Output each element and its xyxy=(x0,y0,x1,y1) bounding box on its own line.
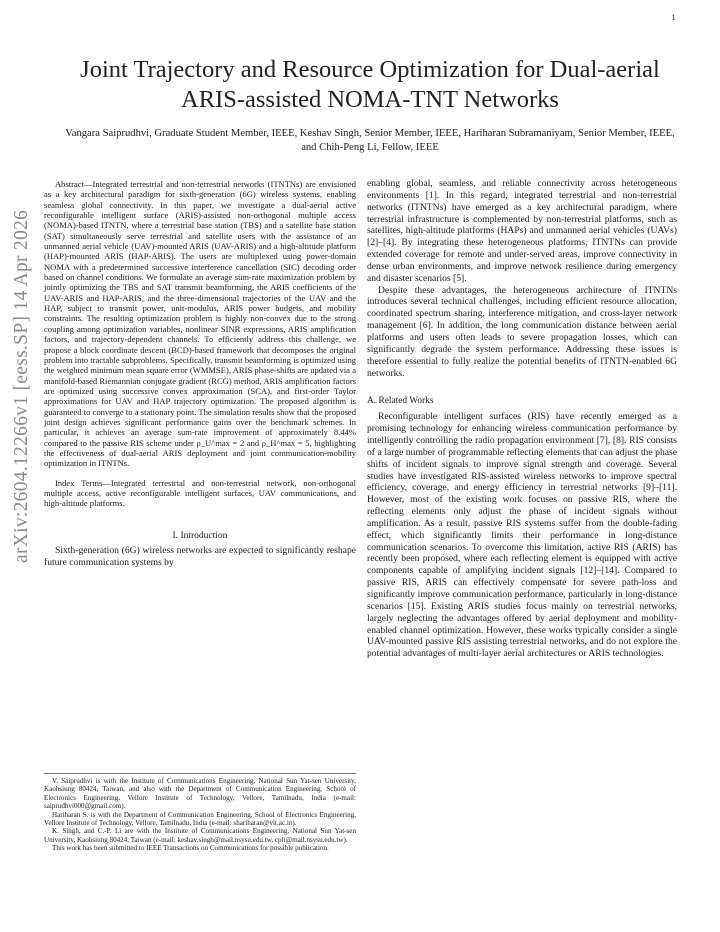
page-number: 1 xyxy=(671,14,676,22)
footnote-4: This work has been submitted to IEEE Transactions on Communications for possible publication. xyxy=(52,844,329,853)
related-works-paragraph: Reconfigurable intelligent surfaces (RIS) have recently emerged as a promising technology for enhancing wireless communication performance by intelligently controlling the radio propagation environment [7], [8]. RIS consists of a large number of programmable reflecting elements that can adjust the phase shifts of incident signals to improve signal strength and coverage. Several studies have investigated RIS-assisted wireless networks to improve spectral efficiency, coverage, and energy efficiency in terrestrial networks [9]–[11]. However, most of the existing work focuses on passive RIS, where the reflecting elements only adjust the phase of incident signals without amplification. As a result, passive RIS systems suffer from the double-fading effect, which significantly limits their performance in long-distance communication scenarios. To overcome this limitation, active RIS (ARIS) has recently been proposed, where each reflecting element is equipped with active components capable of amplifying incident signals [12]–[14]. Compared to passive RIS, ARIS can effectively compensate for severe path-loss and significantly improve communication performance, particularly in long-distance scenarios [15]. Existing ARIS studies focus mainly on terrestrial networks, largely neglecting the advantages offered by aerial deployment and mobility-enabled channel optimization. However, these works typically consider a single UAV-mounted passive RIS assisting terrestrial networks, and do not explore the potential advantages of multi-layer aerial architectures or ARIS technologies. xyxy=(367,411,677,660)
intro-paragraph-left: Sixth-generation (6G) wireless networks are expected to significantly reshape future communication systems by xyxy=(44,544,356,568)
subsection-heading-related-works: A. Related Works xyxy=(367,396,434,407)
footnotes xyxy=(44,773,356,853)
paper-title: Joint Trajectory and Resource Optimization for Dual-aerial ARIS-assisted NOMA-TNT Networks xyxy=(80,56,660,113)
arxiv-identifier: arXiv:2604.12266v1 [eess.SP] 14 Apr 2026 xyxy=(11,209,32,563)
index-terms: Index Terms—Integrated terrestrial and non-terrestrial network, non-orthogonal multiple access, active reconfigurable intelligent surfaces, UAV communications, and high-altitude platforms. xyxy=(44,477,356,509)
abstract: Abstract—Integrated terrestrial and non-terrestrial networks (ITNTNs) are envisioned as a key architectural paradigm for sixth-generation (6G) wireless systems, enabling seamless global connectivity. In this paper, we investigate a dual-aerial active reconfigurable intelligent surface (ARIS)-assisted non-orthogonal multiple access (NOMA)-based ITNTN, where a terrestrial base station (TBS) and a satellite base station (SAT) simultaneously serve terrestrial and satellite users with the assistance of an unmanned aerial vehicle (UAV)-mounted ARIS (UAV-ARIS) and a high-altitude platform (HAP)-mounted ARIS (HAP-ARIS). The users are multiplexed using power-domain NOMA with a predetermined successive interference cancellation (SIC) decoding order based on channel conditions. We formulate an average sum-rate maximization problem by jointly optimizing the TBS and SAT transmit beamforming, the ARIS coefficients of the UAV-ARIS and HAP-ARIS, and the three-dimensional trajectories of the UAV and the HAP, subject to transmit power, unit-modulus, ARIS power budgets, and mobility constraints. The resulting optimization problem is highly non-convex due to the strong coupling among optimization variables, nonlinear SINR expressions, ARIS amplification factors, and trajectory-dependent channels. To efficiently address this challenge, we propose a block coordinate descent (BCD)-based framework that decomposes the original problem into tractable subproblems. Specifically, transmit beamforming is optimized using the weighted minimum mean square error (WMMSE), ARIS phase-shifts are updated via a manifold-based Riemannian conjugate gradient (RCG) method, ARIS amplification factors are optimized using successive convex approximation (SCA), and first-order Taylor approximations for UAV and HAP trajectory optimization. The proposed algorithm is guaranteed to converge to a stationary point. The simulation results show that the proposed joint design achieves significant performance gains over the benchmark schemes. In particular, it achieves an average sum-rate improvement of approximately 8.44% compared to the passive RIS scheme under ρ_U^max = 2 and ρ_H^max = 5, highlighting the effectiveness of dual-aerial ARIS deployment and joint communication-mobility optimization in ITNTNs. xyxy=(44,179,356,469)
footnote-1: V. Saiprudhvi is with the Institute of Communications Engineering, National Sun Yat-sen University, Kaohsiung 80424, Taiwan, and also with the Department of Communication Engineering, School of Electronics Engineering, Vellore Institute of Technology, Vellore, Tamilnadu, India (e-mail: saiprudhvi000@gmail.com). xyxy=(44,777,356,811)
right-column xyxy=(367,178,677,660)
section-heading-introduction: I. Introduction xyxy=(172,530,228,541)
intro-paragraph-2: Despite these advantages, the heterogeneous architecture of ITNTNs introduces several technical challenges, including efficient resource allocation, coordinated spectrum sharing, interference mitigation, and cross-layer network management [6]. In addition, the long communication distance between aerial platforms and users often leads to severe propagation losses, which can significantly degrade the system performance. Addressing these issues is therefore essential to fully realize the potential benefits of ITNTN-enabled 6G networks. xyxy=(367,284,677,379)
author-list: Vangara Saiprudhvi, Graduate Student Member, IEEE, Keshav Singh, Senior Member, IEEE, Hariharan Subramaniyam, Senior Member, IEEE, and Chih-Peng Li, Fellow, IEEE xyxy=(65,128,675,153)
footnote-3: K. Singh, and C.-P. Li are with the Institute of Communications Engineering, National Sun Yat-sen University, Kaohsiung 80424, Taiwan (e-mail: keshav.singh@mail.nsysu.edu.tw, cpli@mail.nsysu.edu.tw). xyxy=(44,827,356,844)
intro-paragraph-1: enabling global, seamless, and reliable connectivity across heterogeneous environments [1]. In this regard, integrated terrestrial and non-terrestrial networks (ITNTNs) have emerged as a key architectural paradigm, where terrestrial infrastructure is complemented by non-terrestrial platforms, such as satellites, high-altitude platforms (HAPs) and unmanned aerial vehicles (UAVs) [2]–[4]. By integrating these heterogeneous platforms, ITNTNs can provide extended coverage for remote and under-served areas, improve connectivity in dense urban environments, and improve network resilience during emergency and disaster scenarios [5]. xyxy=(367,178,677,284)
left-column xyxy=(44,179,356,568)
footnote-2: Hariharan S. is with the Department of Communication Engineering, School of Electronics Engineering, Vellore Institute of Technology, Vellore, Tamilnadu, India (e-mail: shariharan@vit.ac.in). xyxy=(44,810,356,828)
